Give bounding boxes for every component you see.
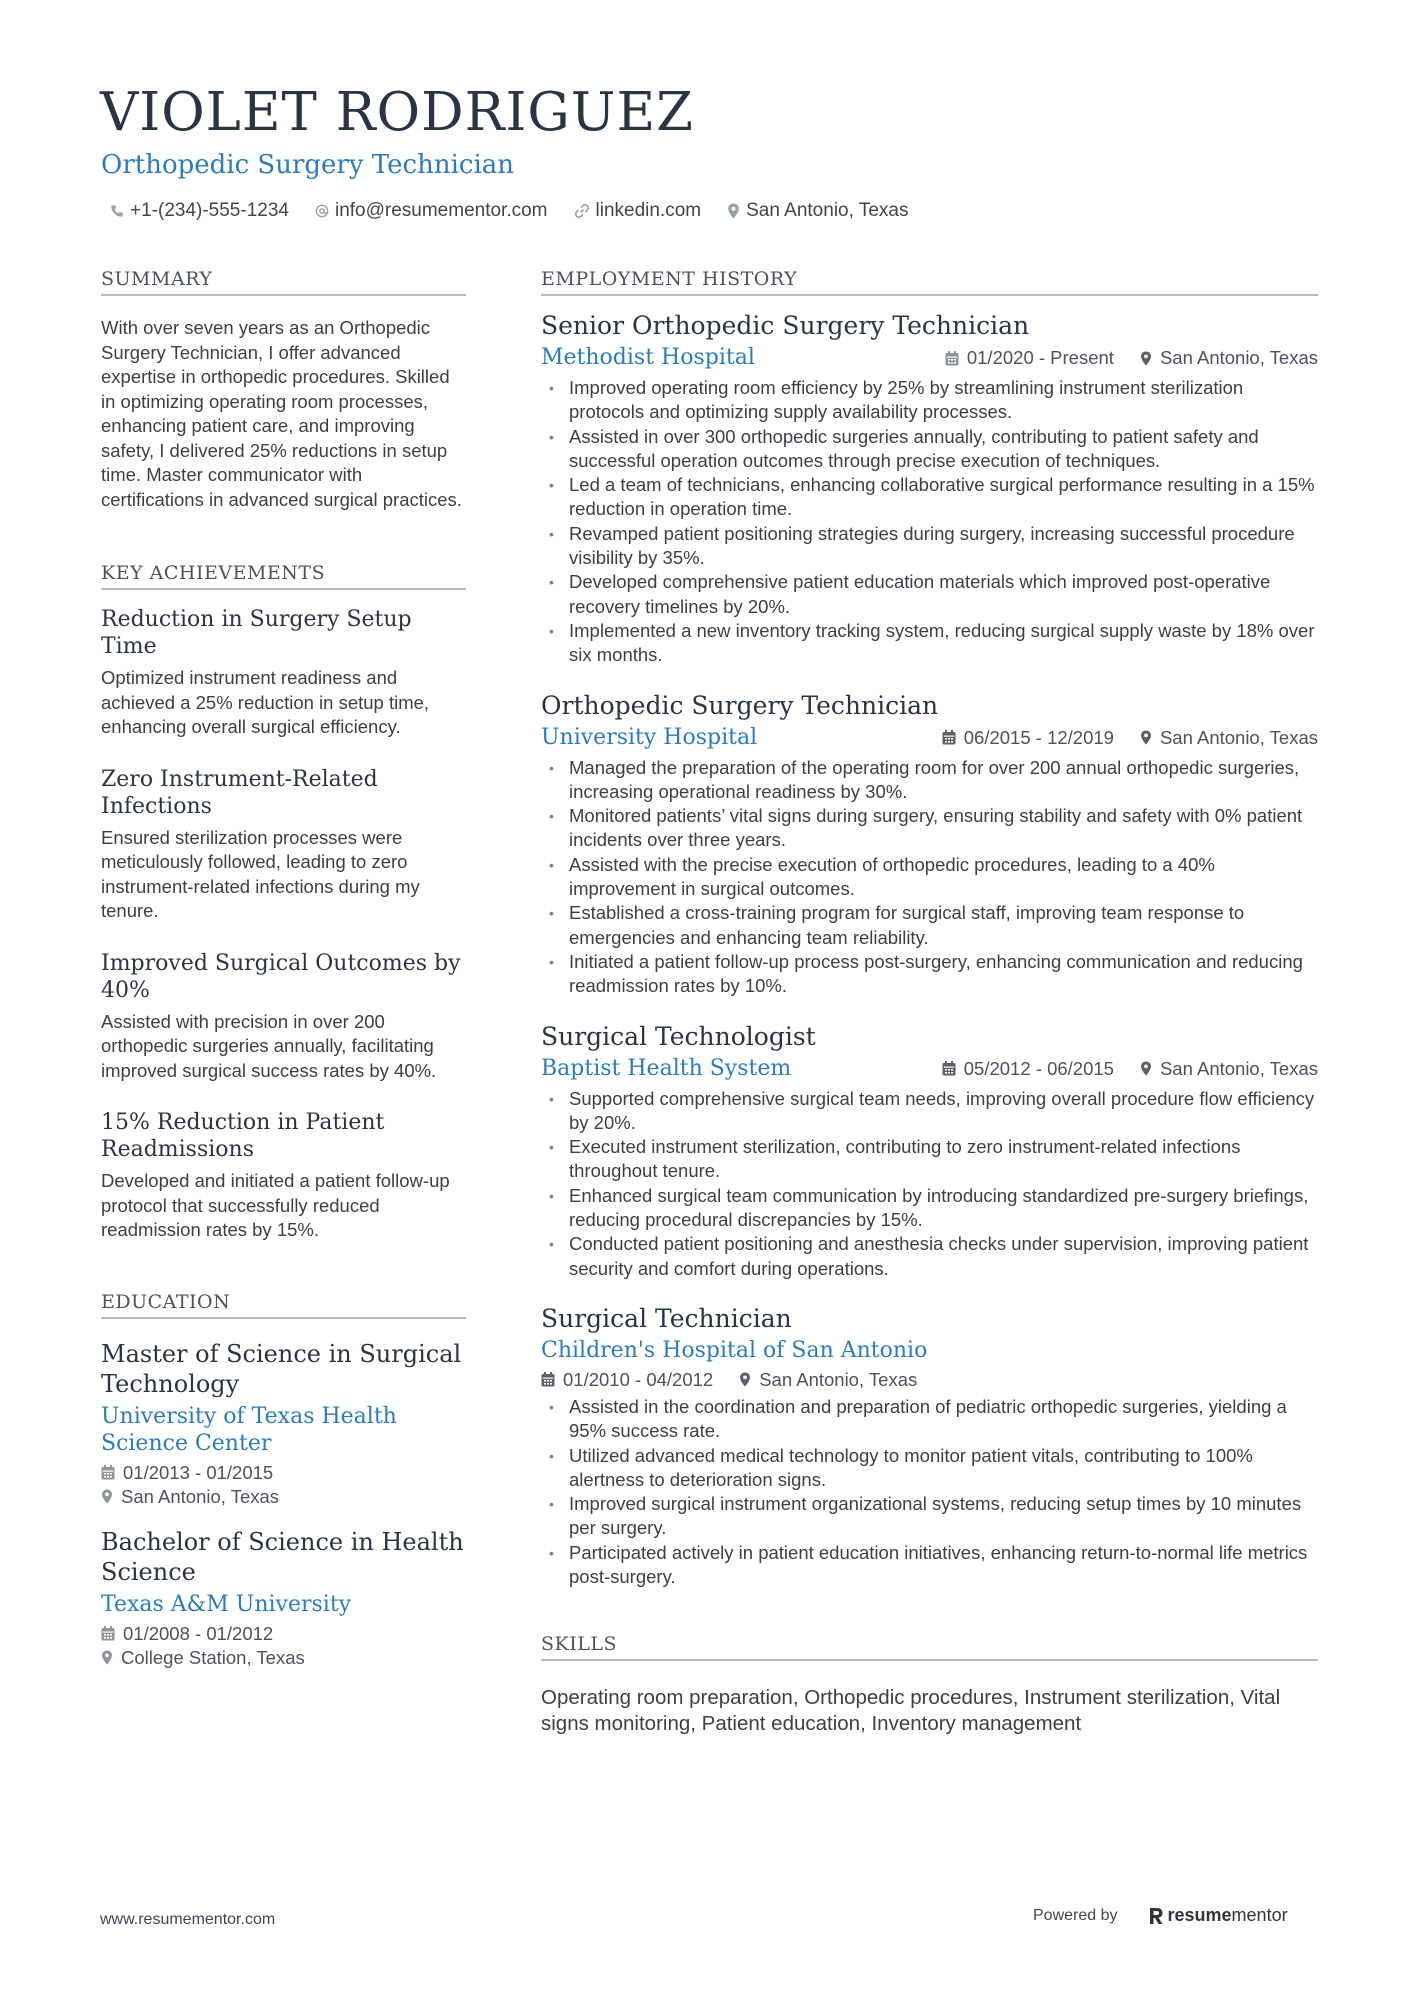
job-bullet: • Participated actively in patient education initiatives, enhancing return-to-normal life metrics post-surgery. — [541, 1541, 1318, 1590]
section-heading-education: EDUCATION — [101, 1291, 466, 1319]
powered-by-label: Powered by — [1033, 1906, 1118, 1924]
job-role: Senior Orthopedic Surgery Technician — [541, 311, 1030, 340]
section-heading-employment: EMPLOYMENT HISTORY — [541, 268, 1318, 296]
employment-section — [541, 268, 1318, 1589]
education-item — [101, 1339, 466, 1509]
job-dates-text: 01/2010 - 04/2012 — [563, 1368, 714, 1390]
contact-phone[interactable] — [110, 200, 289, 222]
achievement-description: Assisted with precision in over 200 orthopedic surgeries annually, facilitating improved surgical success rates by 40%. — [101, 1010, 437, 1081]
job-dates — [942, 1058, 1114, 1080]
job-bullet: • Led a team of technicians, enhancing collaborative surgical performance resulting in a 15% reduction in operation time. — [541, 473, 1318, 522]
location-pin-icon — [1140, 351, 1152, 366]
education-location — [101, 1485, 466, 1509]
job-role: Surgical Technologist — [541, 1021, 816, 1051]
job-bullet: • Implemented a new inventory tracking system, reducing surgical supply waste by 18% over six months. — [541, 619, 1318, 668]
job-meta — [916, 1058, 1318, 1080]
location-pin-icon — [739, 1372, 751, 1387]
at-icon — [315, 204, 329, 218]
job-meta-row — [541, 724, 1318, 752]
job-bullets — [541, 376, 1318, 668]
achievement-description: Ensured sterilization processes were meticulously followed, leading to zero instrument-related infections during my tenure. — [101, 826, 420, 921]
job-meta — [916, 727, 1318, 749]
job-bullets — [541, 1395, 1318, 1589]
job-location-text: San Antonio, Texas — [1159, 347, 1318, 368]
section-heading-summary: SUMMARY — [101, 268, 466, 296]
job-dates-text: 06/2015 - 12/2019 — [963, 726, 1114, 748]
calendar-icon — [945, 351, 959, 366]
contact-location — [727, 200, 908, 222]
job-meta-row — [541, 344, 1318, 372]
education-dates-text: 01/2013 - 01/2015 — [123, 1461, 274, 1483]
education-location-text: San Antonio, Texas — [121, 1485, 280, 1507]
candidate-name: VIOLET RODRIGUEZ — [100, 82, 694, 143]
job-dates-text: 01/2020 - Present — [966, 347, 1114, 368]
job-company: University Hospital — [541, 724, 758, 750]
phone-icon — [110, 204, 124, 218]
job-dates-text: 05/2012 - 06/2015 — [963, 1057, 1114, 1079]
job-dates — [541, 1369, 713, 1391]
section-heading-skills: SKILLS — [541, 1633, 1318, 1661]
calendar-icon — [942, 730, 956, 745]
job-bullet: • Supported comprehensive surgical team needs, improving overall procedure flow efficiency by 20%. — [541, 1087, 1318, 1136]
job-company: Children's Hospital of San Antonio — [541, 1337, 928, 1363]
location-pin-icon — [1140, 730, 1152, 745]
education-location — [101, 1646, 466, 1670]
achievement-title: Reduction in Surgery Setup Time — [101, 607, 412, 659]
education-degree: Master of Science in Surgical Technology — [101, 1339, 462, 1398]
job-entry — [541, 1021, 1318, 1281]
job-bullets — [541, 756, 1318, 999]
calendar-icon — [101, 1626, 115, 1641]
job-dates — [942, 727, 1114, 749]
job-bullet: • Improved surgical instrument organizational systems, reducing setup times by 10 minutes per surgery. — [541, 1492, 1318, 1541]
achievement-description: Optimized instrument readiness and achieved a 25% reduction in setup time, enhancing overall surgical efficiency. — [101, 667, 430, 737]
education-school: University of Texas Health Science Center — [101, 1403, 397, 1456]
job-location — [739, 1369, 917, 1391]
summary-text: With over seven years as an Orthopedic Surgery Technician, I offer advanced expertise in orthopedic procedures. Skilled in optimizing operating room processes, enhancing patient care, and improving safety, I delivered 25% reductions in setup time. Master communicator with certifications in advanced surgical practices. — [101, 317, 462, 510]
job-bullet: • Assisted in the coordination and preparation of pediatric orthopedic surgeries, yielding a 95% success rate. — [541, 1395, 1318, 1444]
job-bullets — [541, 1087, 1318, 1281]
job-entry — [541, 690, 1318, 999]
job-company: Methodist Hospital — [541, 345, 755, 370]
job-role: Orthopedic Surgery Technician — [541, 690, 939, 720]
achievement-title: Zero Instrument-Related Infections — [101, 766, 378, 819]
location-pin-icon — [1140, 1061, 1152, 1076]
job-bullet: • Conducted patient positioning and anesthesia checks under supervision, improving patient security and comfort during operations. — [541, 1232, 1318, 1281]
contact-email[interactable] — [315, 200, 548, 222]
job-meta-row — [541, 1055, 1318, 1083]
job-bullet: • Utilized advanced medical technology to monitor patient vitals, contributing to 100% alertness to deterioration signs. — [541, 1444, 1318, 1493]
job-bullet: • Initiated a patient follow-up process post-surgery, enhancing communication and reducing readmission rates by 10%. — [541, 950, 1318, 999]
contact-bar — [110, 200, 934, 222]
resumementor-logo-icon — [1148, 1906, 1164, 1926]
contact-phone-text: +1-(234)-555-1234 — [130, 200, 289, 221]
education-dates-text: 01/2008 - 01/2012 — [123, 1622, 274, 1644]
job-entry — [541, 310, 1318, 668]
link-icon — [574, 203, 590, 219]
right-column — [541, 268, 1318, 1737]
brand-name-rest: mentor — [1231, 1905, 1288, 1925]
location-pin-icon — [727, 203, 740, 219]
achievement-item — [101, 1109, 466, 1243]
left-column — [101, 268, 466, 1670]
job-location — [1140, 1058, 1318, 1080]
job-location-text: San Antonio, Texas — [1159, 726, 1318, 748]
education-item — [101, 1527, 466, 1670]
job-location-text: San Antonio, Texas — [1159, 1057, 1318, 1079]
job-meta — [919, 347, 1318, 369]
job-location-text: San Antonio, Texas — [759, 1368, 918, 1390]
achievement-description: Developed and initiated a patient follow-up protocol that successfully reduced readmission rates by 15%. — [101, 1170, 450, 1240]
achievement-item — [101, 766, 466, 924]
brand-name-bold: resume — [1167, 1905, 1232, 1925]
job-bullet: • Revamped patient positioning strategies during surgery, increasing successful procedure visibility by 35%. — [541, 522, 1318, 571]
job-bullet: • Managed the preparation of the operating room for over 200 annual orthopedic surgeries, increasing operational readiness by 30%. — [541, 756, 1318, 805]
contact-linkedin[interactable] — [574, 200, 702, 222]
job-location — [1140, 347, 1318, 369]
footer-branding — [1033, 1905, 1288, 1926]
calendar-icon — [541, 1372, 555, 1387]
contact-email-text: info@resumementor.com — [334, 200, 548, 221]
job-company: Baptist Health System — [541, 1055, 792, 1081]
job-bullet: • Executed instrument sterilization, contributing to zero instrument-related infections throughout tenure. — [541, 1135, 1318, 1184]
achievement-title: Improved Surgical Outcomes by 40% — [101, 950, 461, 1003]
job-bullet: • Enhanced surgical team communication by introducing standardized pre-surgery briefings, reducing procedural discrepancies by 15%. — [541, 1184, 1318, 1233]
section-heading-achievements: KEY ACHIEVEMENTS — [101, 562, 466, 590]
job-bullet: • Assisted with the precise execution of orthopedic procedures, leading to a 40% improvement in surgical outcomes. — [541, 853, 1318, 902]
summary-section — [101, 268, 466, 512]
location-pin-icon — [101, 1489, 113, 1504]
footer-website[interactable]: www.resumementor.com — [100, 1911, 276, 1928]
education-degree: Bachelor of Science in Health Science — [101, 1527, 464, 1586]
candidate-title: Orthopedic Surgery Technician — [101, 150, 515, 180]
job-location — [1140, 727, 1318, 749]
achievement-item — [101, 606, 466, 740]
contact-location-text: San Antonio, Texas — [746, 200, 909, 221]
calendar-icon — [942, 1061, 956, 1076]
skills-text: Operating room preparation, Orthopedic procedures, Instrument sterilization, Vital signs monitoring, Patient education, Inventory management — [541, 1686, 1281, 1736]
education-dates — [101, 1461, 466, 1485]
achievement-item — [101, 950, 466, 1084]
job-bullet: • Developed comprehensive patient education materials which improved post-operative recovery timelines by 20%. — [541, 570, 1318, 619]
education-school: Texas A&M University — [101, 1591, 352, 1617]
job-bullet: • Established a cross-training program for surgical staff, improving team response to emergencies and enhancing team reliability. — [541, 901, 1318, 950]
job-bullet: • Assisted in over 300 orthopedic surgeries annually, contributing to patient safety and successful operation outcomes through precise execution of techniques. — [541, 425, 1318, 474]
education-location-text: College Station, Texas — [121, 1646, 305, 1668]
achievements-section — [101, 562, 466, 1243]
brand-logo[interactable] — [1148, 1905, 1288, 1926]
skills-section — [541, 1633, 1318, 1737]
job-dates — [945, 347, 1114, 369]
education-dates — [101, 1622, 466, 1646]
calendar-icon — [101, 1465, 115, 1480]
job-role: Surgical Technician — [541, 1303, 792, 1333]
job-bullet: • Monitored patients’ vital signs during surgery, ensuring stability and safety with 0% patient incidents over three years. — [541, 804, 1318, 853]
job-meta — [541, 1369, 1318, 1391]
achievement-title: 15% Reduction in Patient Readmissions — [101, 1110, 385, 1162]
job-entry — [541, 1303, 1318, 1589]
education-section — [101, 1291, 466, 1670]
contact-linkedin-text: linkedin.com — [595, 200, 702, 221]
job-bullet: • Improved operating room efficiency by 25% by streamlining instrument sterilization protocols and optimizing supply availability processes. — [541, 376, 1318, 425]
location-pin-icon — [101, 1650, 113, 1665]
